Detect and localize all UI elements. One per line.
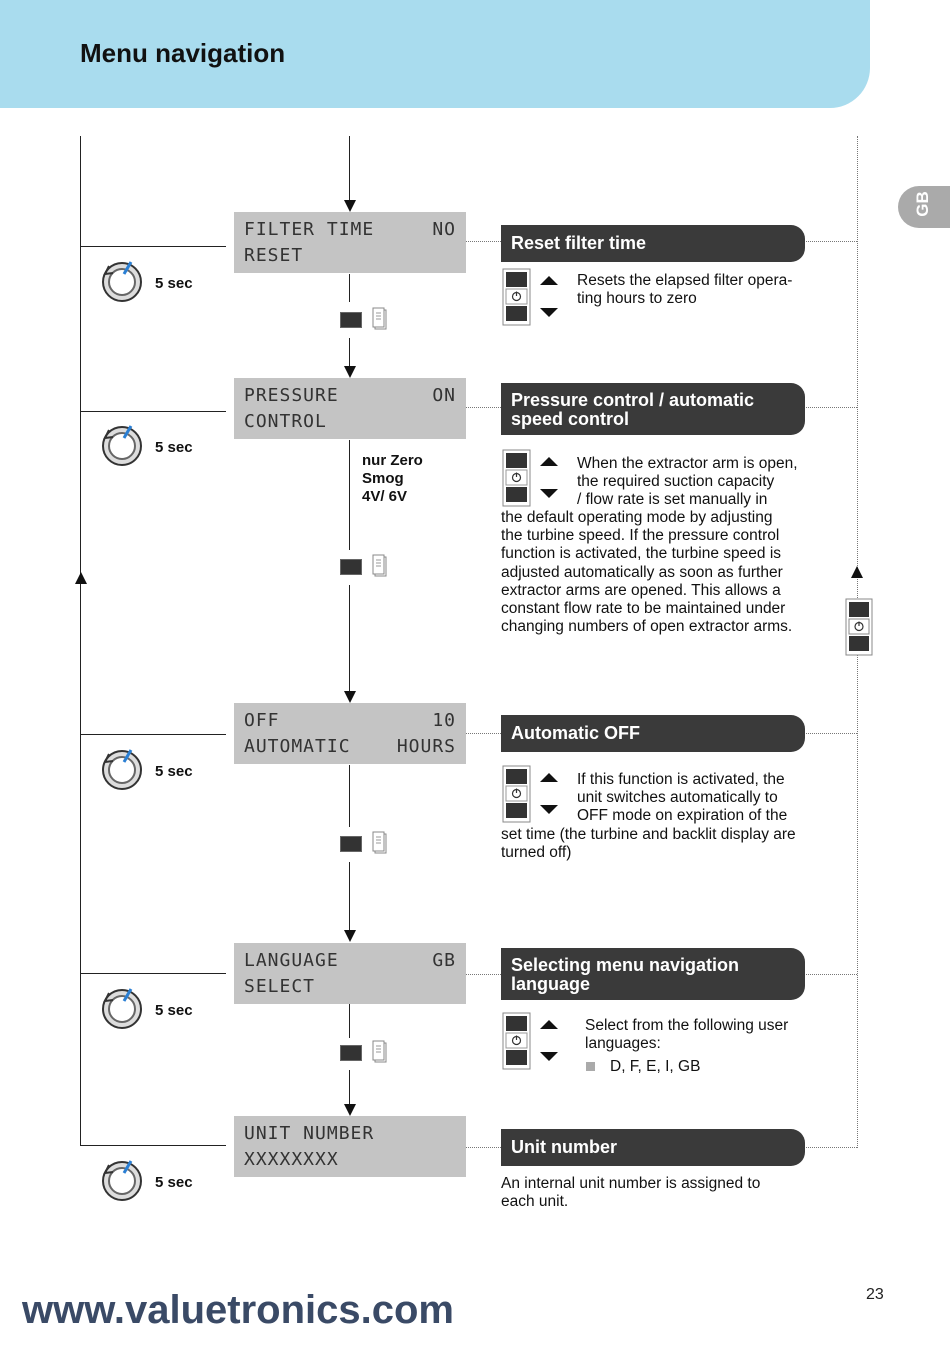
description-line: the required suction capacity [577,473,775,491]
key-document-icon-1 [340,307,390,331]
keypad-icon-2 [502,449,560,507]
lcd-line1-left: FILTER TIME [244,219,375,240]
key-icon [340,559,362,575]
lcd-line1-left: PRESSURE [244,385,339,406]
lcd-off-automatic [234,703,466,764]
down-arrow-5 [344,1104,356,1116]
lcd-line2-left: SELECT [244,976,316,997]
heading-automatic-off [501,715,805,752]
lcd-language-select [234,943,466,1004]
down-arrow-4 [344,930,356,942]
left-connector-5 [80,1145,226,1146]
lcd-line1-right: ON [432,385,456,406]
right-keypad-icon [845,598,873,656]
description-line: Resets the elapsed filter opera- [577,272,793,289]
heading-text: Unit number [511,1137,617,1157]
page-title: Menu navigation [80,38,286,68]
heading-text: Automatic OFF [511,723,640,743]
description-line: the default operating mode by adjusting [501,509,773,526]
document-icon [372,831,390,855]
lcd-line2-right: HOURS [396,736,456,757]
document-icon [372,1040,390,1064]
description-reset-filter-time [577,272,792,308]
keypad-icon-3 [502,765,560,823]
center-flow-line-1a [349,274,350,302]
down-arrow-1 [344,200,356,212]
description-pressure-control-indented [577,455,798,510]
language-tab [898,186,950,228]
document-icon [372,554,390,578]
description-line: unit switches automatically to [577,789,778,807]
timer-icon-3 [100,746,146,792]
lcd-unit-number [234,1116,466,1177]
description-line: set time (the turbine and backlit display are [501,826,796,843]
lcd-line2-left: AUTOMATIC [244,736,351,757]
document-icon [372,307,390,331]
lcd-line1-left: OFF [244,710,280,731]
heading-unit-number [501,1129,805,1166]
center-flow-line-4a [349,1004,350,1038]
page-number: 23 [866,1286,884,1303]
timer-label-3: 5 sec [155,763,193,780]
heading-reset-filter-time [501,225,805,262]
center-flow-line-3a [349,765,350,827]
timer-label-1: 5 sec [155,275,193,292]
description-line: changing numbers of open extractor arms. [501,618,793,636]
description-line: / flow rate is set manually in [577,491,768,509]
center-flow-line-4b [349,1070,350,1104]
description-line: extractor arms are opened. This allows a [501,581,781,599]
lcd-filter-time-reset [234,212,466,273]
key-icon [340,836,362,852]
heading-text-line2: language [511,974,591,994]
keypad-icon-1 [502,268,560,326]
language-bullet-square [586,1062,595,1071]
timer-icon-2 [100,422,146,468]
lcd-line2-left: XXXXXXXX [244,1149,339,1170]
left-connector-2 [80,411,226,412]
right-up-arrow [851,566,863,578]
timer-icon-1 [100,258,146,304]
language-bullet-text: D, F, E, I, GB [610,1058,701,1075]
description-unit-number [501,1175,760,1211]
lcd-line2-left: RESET [244,245,304,266]
down-arrow-3 [344,691,356,703]
timer-icon-4 [100,985,146,1031]
key-icon [340,1045,362,1061]
timer-label-4: 5 sec [155,1002,193,1019]
lcd-pressure-control [234,378,466,439]
lcd-line1-right: NO [432,219,456,240]
description-line: ting hours to zero [577,290,697,308]
pressure-option-2: Smog [362,470,404,487]
description-line: When the extractor arm is open, [577,455,798,472]
heading-text: Reset filter time [511,233,647,253]
lcd-line1-right: GB [432,950,456,971]
heading-text-line1: Selecting menu navigation [511,955,740,975]
key-icon [340,312,362,328]
description-automatic-off [501,826,796,862]
heading-text-line2: speed control [511,409,630,429]
footer-url: www.valuetronics.com [22,1288,454,1332]
heading-text-line1: Pressure control / automatic [511,390,755,410]
description-pressure-control [501,509,792,636]
left-connector-1 [80,246,226,247]
description-line: turned off) [501,844,572,862]
center-flow-line-3b [349,862,350,930]
description-line: languages: [585,1035,661,1053]
center-flow-line-2b [349,585,350,691]
left-up-arrow [75,572,87,584]
lcd-line1-left: LANGUAGE [244,950,339,971]
timer-label-5: 5 sec [155,1174,193,1191]
key-document-icon-3 [340,831,390,855]
left-connector-3 [80,734,226,735]
description-line: the turbine speed. If the pressure control [501,527,780,545]
center-flow-line-top [349,136,350,200]
description-automatic-off-indented [577,771,787,826]
lcd-line1-left: UNIT NUMBER [244,1123,375,1144]
left-flow-line [80,136,81,1146]
description-line: function is activated, the turbine speed is [501,545,782,563]
left-connector-4 [80,973,226,974]
description-line: Select from the following user [585,1017,789,1034]
timer-icon-5 [100,1157,146,1203]
description-line: OFF mode on expiration of the [577,807,788,825]
keypad-icon-4 [502,1012,560,1070]
key-document-icon-4 [340,1040,390,1064]
timer-label-2: 5 sec [155,439,193,456]
pressure-options [362,452,423,506]
description-line: If this function is activated, the [577,771,785,788]
pressure-option-3: 4V/ 6V [362,488,408,505]
lcd-line2-left: CONTROL [244,411,327,432]
center-flow-line-1b [349,338,350,366]
pressure-option-1: nur Zero [362,452,423,469]
description-language [585,1017,788,1053]
language-tab-label: GB [913,191,932,217]
description-line: constant flow rate to be maintained under [501,600,786,618]
description-line: An internal unit number is assigned to [501,1175,761,1192]
description-line: each unit. [501,1193,569,1211]
description-line: adjusted automatically as soon as further [501,563,783,581]
lcd-line1-right: 10 [432,710,456,731]
heading-language [501,948,805,1000]
center-flow-line-2a [349,440,350,550]
heading-pressure-control [501,383,805,435]
down-arrow-2 [344,366,356,378]
key-document-icon-2 [340,554,390,578]
